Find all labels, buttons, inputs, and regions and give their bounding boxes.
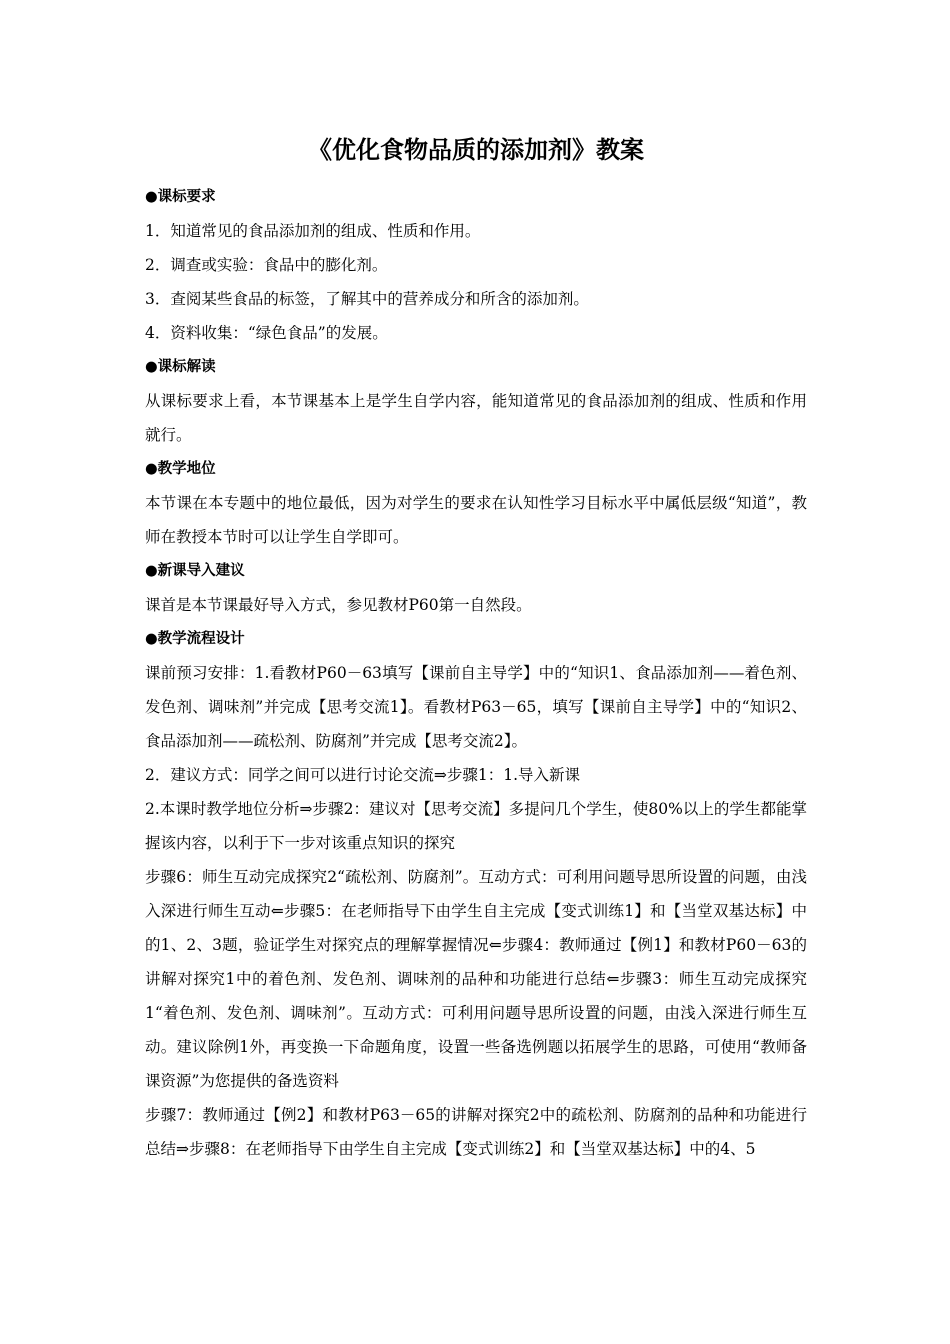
section-curriculum-requirements: [145, 180, 807, 350]
paragraph: 课首是本节课最好导入方式，参见教材P60第一自然段。: [145, 596, 532, 614]
section-heading: ●课标要求: [145, 189, 216, 205]
paragraph: 从课标要求上看，本节课基本上是学生自学内容，能知道常见的食品添加剂的组成、性质和作用就行。: [145, 392, 807, 444]
paragraph: 本节课在本专题中的地位最低，因为对学生的要求在认知性学习目标水平中属低层级“知道”，教师在教授本节时可以让学生自学即可。: [145, 494, 807, 546]
section-curriculum-interpretation: [145, 350, 807, 452]
paragraph: 步骤6：师生互动完成探究2“疏松剂、防腐剂”。互动方式：可利用问题导思所设置的问题，由浅入深进行师生互动⇐步骤5：在老师指导下由学生自主完成【变式训练1】和【当堂双基达标】中的1、2、3题，验证学生对探究点的理解掌握情况⇐步骤4：教师通过【例1】和教材P60－63的讲解对探究1中的着色剂、发色剂、调味剂的品种和功能进行总结⇐步骤3：师生互动完成探究1“着色剂、发色剂、调味剂”。互动方式：可利用问题导思所设置的问题，由浅入深进行师生互动。建议除例1外，再变换一下命题角度，设置一些备选例题以拓展学生的思路，可使用“教师备课资源”为您提供的备选资料: [145, 868, 807, 1090]
list-item: 2．调查或实验：食品中的膨化剂。: [145, 256, 388, 274]
section-heading: ●新课导入建议: [145, 563, 245, 579]
section-heading: ●教学流程设计: [145, 631, 245, 647]
section-lesson-introduction: [145, 554, 807, 622]
paragraph: 步骤7：教师通过【例2】和教材P63－65的讲解对探究2中的疏松剂、防腐剂的品种和功能进行总结⇒步骤8：在老师指导下由学生自主完成【变式训练2】和【当堂双基达标】中的4、5: [145, 1106, 807, 1158]
list-item: 1．知道常见的食品添加剂的组成、性质和作用。: [145, 222, 481, 240]
section-heading: ●课标解读: [145, 359, 216, 375]
page-title: 《优化食物品质的添加剂》教案: [308, 136, 644, 164]
list-item: 4．资料收集：“绿色食品”的发展。: [145, 324, 388, 342]
paragraph: 课前预习安排：1.看教材P60－63填写【课前自主导学】中的“知识1、食品添加剂——着色剂、发色剂、调味剂”并完成【思考交流1】。看教材P63－65，填写【课前自主导学】中的“知识2、食品添加剂——疏松剂、防腐剂”并完成【思考交流2】。: [145, 664, 807, 750]
list-item: 3．查阅某些食品的标签，了解其中的营养成分和所含的添加剂。: [145, 290, 589, 308]
paragraph: 2.本课时教学地位分析⇒步骤2：建议对【思考交流】多提问几个学生，使80%以上的学生都能掌握该内容，以利于下一步对该重点知识的探究: [145, 800, 807, 852]
section-teaching-position: [145, 452, 807, 554]
paragraph: 2．建议方式：同学之间可以进行讨论交流⇒步骤1：1.导入新课: [145, 766, 581, 784]
document-body: [145, 130, 807, 1166]
section-heading: ●教学地位: [145, 461, 216, 477]
section-teaching-process: [145, 622, 807, 1166]
